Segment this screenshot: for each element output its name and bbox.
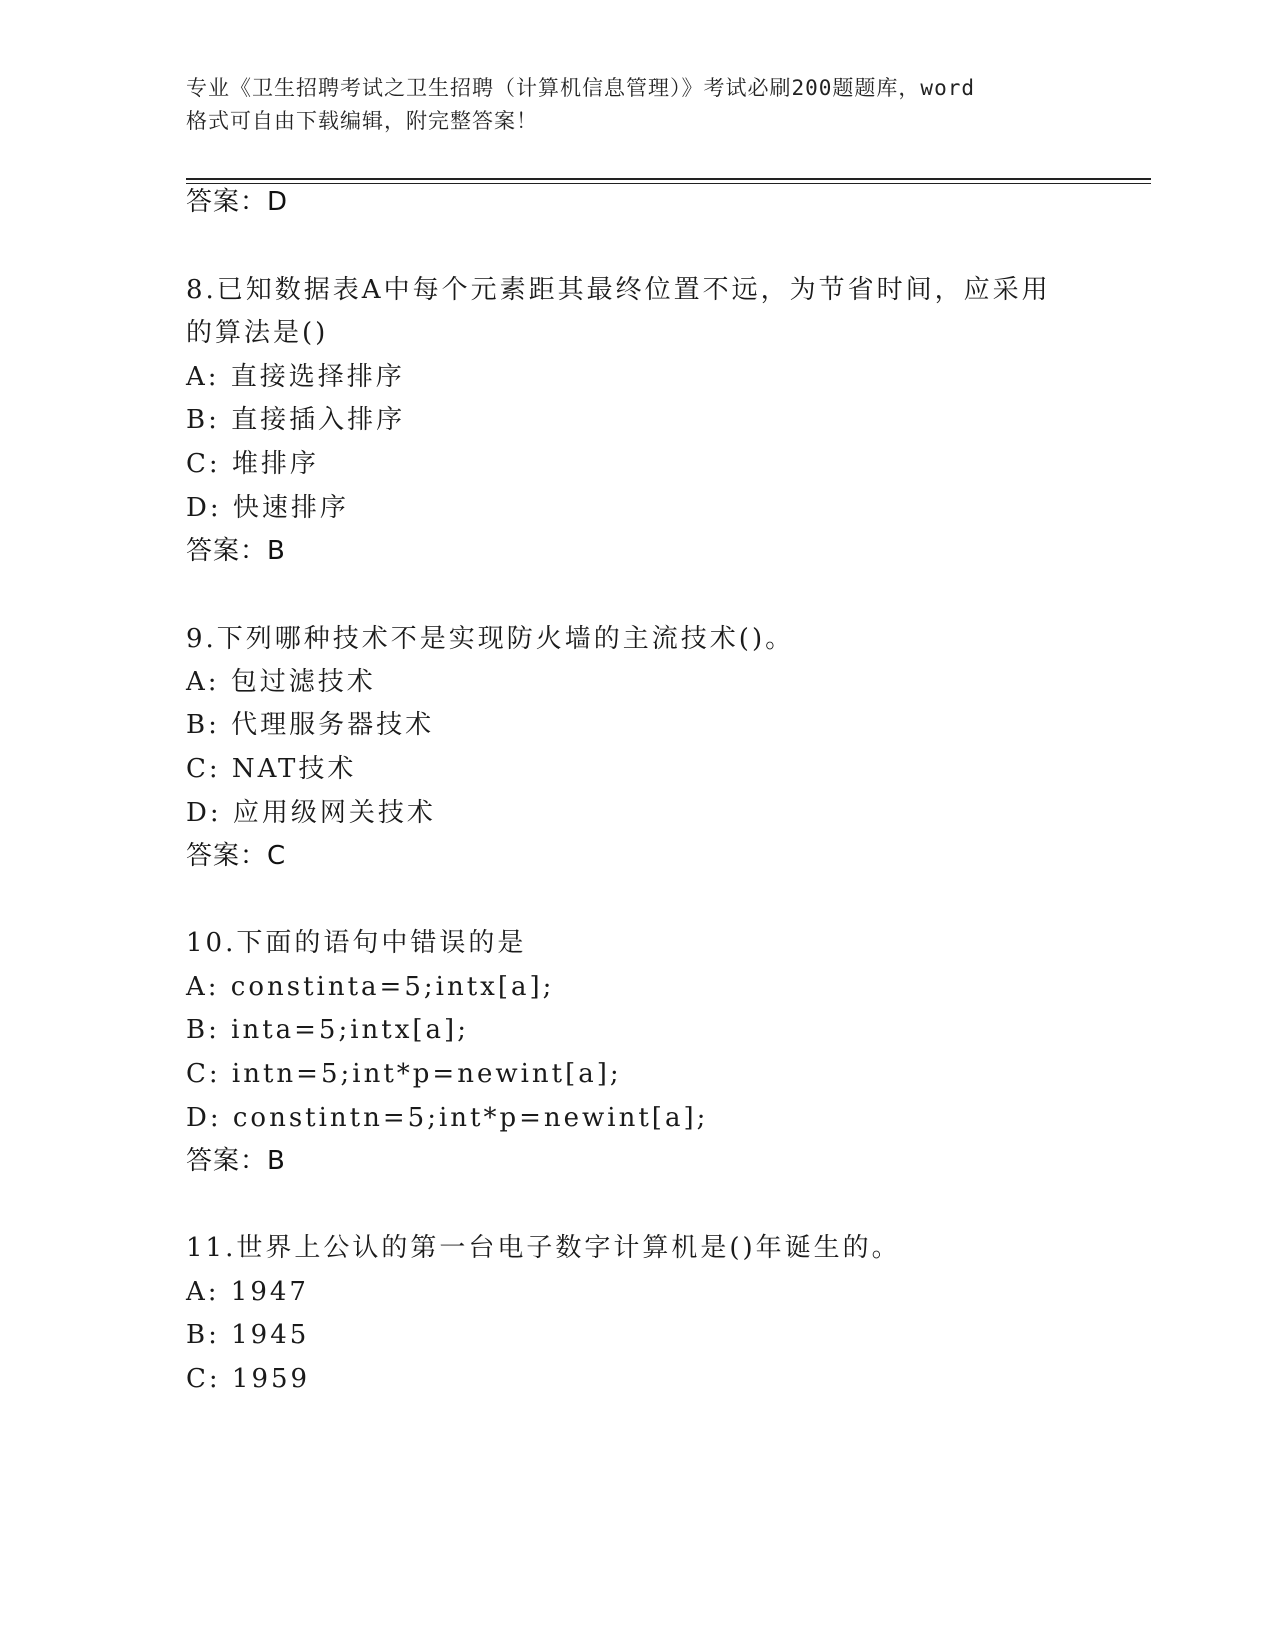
question-9-option-b: B: 代理服务器技术 <box>186 710 435 740</box>
header-line-2: 格式可自由下载编辑，附完整答案！ <box>186 109 538 133</box>
question-8-option-d: D: 快速排序 <box>186 493 349 523</box>
question-8-option-b: B: 直接插入排序 <box>186 405 406 435</box>
answer-value: B <box>267 536 286 566</box>
question-10-stem: 10.下面的语句中错误的是 <box>186 928 527 958</box>
question-8-option-a: A: 直接选择排序 <box>186 362 405 392</box>
question-8-stem-line-2: 的算法是() <box>186 318 329 348</box>
question-9-option-c: C: NAT技术 <box>186 754 357 784</box>
answer-value: B <box>267 1146 286 1176</box>
question-10-option-c: C: intn=5;int*p=newint[a]; <box>186 1059 622 1089</box>
question-8-option-c: C: 堆排序 <box>186 449 319 479</box>
question-9-stem: 9.下列哪种技术不是实现防火墙的主流技术()。 <box>186 624 795 654</box>
answer-line-q7 <box>186 185 288 219</box>
question-11-option-b: B: 1945 <box>186 1320 310 1350</box>
document-header <box>186 72 1086 138</box>
question-11-stem: 11.世界上公认的第一台电子数字计算机是()年诞生的。 <box>186 1233 901 1263</box>
answer-label: 答案： <box>186 1146 268 1176</box>
answer-line-q10 <box>186 1144 286 1178</box>
answer-label: 答案： <box>186 187 268 217</box>
header-divider <box>186 178 1151 184</box>
question-9-option-a: A: 包过滤技术 <box>186 667 376 697</box>
answer-line-q9 <box>186 839 286 873</box>
answer-label: 答案： <box>186 536 268 566</box>
question-9-option-d: D: 应用级网关技术 <box>186 798 436 828</box>
answer-line-q8 <box>186 534 286 568</box>
answer-value: D <box>267 187 289 217</box>
question-10-option-b: B: inta=5;intx[a]; <box>186 1015 469 1045</box>
question-10-option-a: A: constinta=5;intx[a]; <box>186 972 555 1002</box>
answer-label: 答案： <box>186 841 268 871</box>
question-11-option-c: C: 1959 <box>186 1364 311 1394</box>
answer-value: C <box>267 841 287 871</box>
header-line-1: 专业《卫生招聘考试之卫生招聘（计算机信息管理）》考试必刷200题题库，word <box>186 76 975 100</box>
question-11-option-a: A: 1947 <box>186 1277 309 1307</box>
question-8-stem-line-1: 8.已知数据表A中每个元素距其最终位置不远，为节省时间，应采用 <box>186 275 1051 305</box>
question-10-option-d: D: constintn=5;int*p=newint[a]; <box>186 1103 709 1133</box>
